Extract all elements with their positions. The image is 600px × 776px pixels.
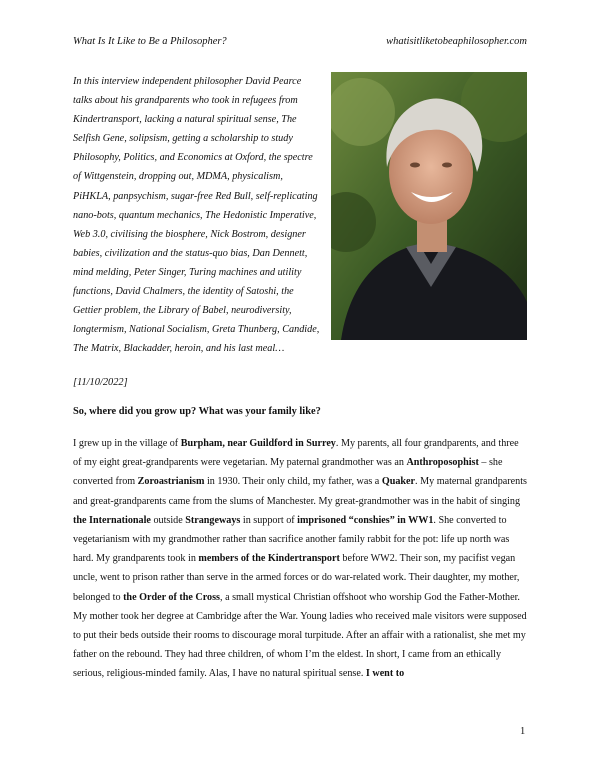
answer-bold: the Order of the Cross (123, 591, 220, 603)
answer-bold: Burpham, near Guildford in Surrey (180, 438, 336, 449)
interview-question: So, where did you grow up? What was your family like? (73, 406, 321, 417)
running-header-site: whatisitliketobeaphilosopher.com (386, 36, 527, 47)
interview-date: [11/10/2022] (73, 377, 128, 388)
portrait-photo (331, 72, 527, 340)
answer-bold: Quaker (381, 476, 416, 488)
answer-bold: imprisoned “conshies” in WW1 (297, 514, 434, 526)
answer-bold: Zoroastrianism (137, 476, 205, 488)
answer-text: in 1930. Their only child, my father, was a (204, 476, 382, 488)
running-header-title: What Is It Like to Be a Philosopher? (73, 36, 227, 47)
answer-text: . My parents, all four grandparents, and three of my eight great-grandparents were vegetarian. My paternal grandmother was an (73, 438, 519, 469)
intro-paragraph: In this interview independent philosopher David Pearce talks about his grandparents who took in refugees from Kindertransport, lacking a natural spiritual sense, The Selfish Gene, solipsism, getting a scholarship to study Philosophy, Politics, and Economics at Oxford, the spectre of Wittgenstein, dropping out, MDMA, physicalism, PiHKLA, panpsychism, sugar-free Red Bull, self-replicating nano-bots, quantum mechanics, The Hedonistic Imperative, Web 3.0, civilising the biosphere, Nick Bostrom, designer babies, civilization and the status-quo bias, Dan Dennett, mind melding, Peter Singer, Turing machines and utility functions, David Chalmers, the identity of Satoshi, the Gettier problem, the Library of Babel, neurodiversity, longtermism, National Socialism, Greta Thunberg, Candide, The Matrix, Blackadder, heroin, and his last meal… (73, 76, 320, 355)
answer-text: . My maternal grandparents and great-grandparents came from the slums of Manchester. My great-grandmother was in the habit of singing (73, 476, 527, 507)
answer-text: . She converted to vegetarianism with my grandmother rather than sacrifice another family rabbit for the pot: life up north was hard. My grandparents took in (73, 514, 510, 565)
answer-text: – she converted from (73, 457, 503, 488)
answer-bold: the Internationale (73, 514, 151, 526)
answer-text: before WW2. Their son, my pacifist vegan uncle, went to prison rather than serve in the armed forces or do war-related work. Their daughter, my mother, belonged to (73, 553, 520, 603)
answer-bold: I went to (365, 668, 405, 680)
answer-text: , a small mystical Christian offshoot who worship God the Father-Mother. My mother took her degree at Cambridge after the War. Young ladies who received male visitors were supposed to put their beds outside their rooms to discourage moral turpitude. After an affair with a rationalist, she met my father on the rebound. They had three children, of whom I’m the eldest. In short, I came from an ethically serious, religious-minded family. Alas, I have no natural spiritual sense. (73, 591, 527, 680)
portrait-image (331, 72, 527, 340)
answer-text: outside (150, 514, 186, 526)
answer-bold: members of the Kindertransport (198, 553, 340, 565)
answer-bold: Strangeways (185, 514, 241, 526)
page-number: 1 (520, 726, 526, 737)
answer-bold: Anthroposophist (406, 457, 479, 469)
answer-paragraph (73, 434, 528, 684)
answer-text: I grew up in the village of (73, 438, 181, 449)
answer-text: in support of (240, 514, 298, 526)
